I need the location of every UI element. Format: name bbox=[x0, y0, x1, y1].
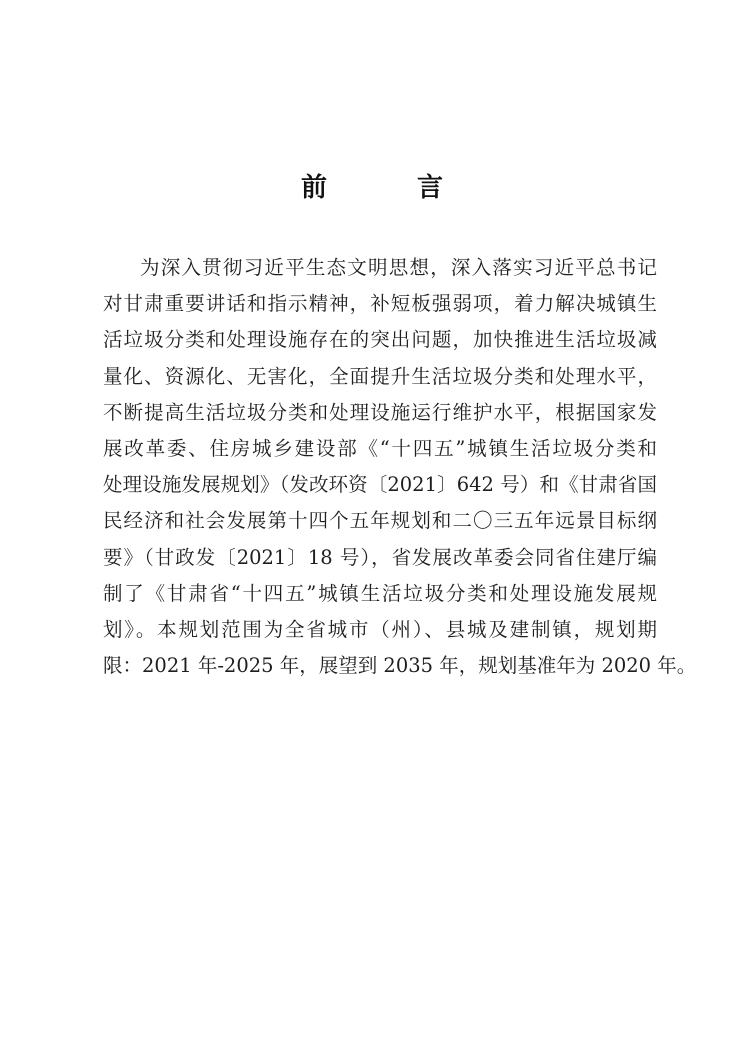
paragraph-line: 活垃圾分类和处理设施存在的突出问题，加快推进生活垃圾减 bbox=[103, 328, 657, 352]
paragraph-line: 为深入贯彻习近平生态文明思想，深入落实习近平总书记 bbox=[140, 256, 657, 279]
preface-paragraph bbox=[103, 252, 697, 686]
paragraph-line: 不断提高生活垃圾分类和处理设施运行维护水平，根据国家发 bbox=[103, 400, 657, 424]
paragraph-line: 对甘肃重要讲话和指示精神，补短板强弱项，着力解决城镇生 bbox=[103, 292, 657, 316]
paragraph-line: 民经济和社会发展第十四个五年规划和二〇三五年远景目标纲 bbox=[103, 509, 657, 533]
paragraph-line: 要》（甘政发〔2021〕18 号），省发展改革委会同省住建厅编 bbox=[103, 545, 657, 569]
paragraph-line: 处理设施发展规划》（发改环资〔2021〕642 号）和《甘肃省国 bbox=[103, 473, 657, 497]
paragraph-line: 制了《甘肃省“十四五”城镇生活垃圾分类和处理设施发展规 bbox=[103, 581, 657, 605]
paragraph-line: 量化、资源化、无害化，全面提升生活垃圾分类和处理水平， bbox=[103, 364, 657, 388]
paragraph-line: 划》。本规划范围为全省城市（州）、县城及建制镇，规划期 bbox=[103, 617, 657, 641]
paragraph-line: 展改革委、住房城乡建设部《“十四五”城镇生活垃圾分类和 bbox=[103, 436, 657, 460]
page-title: 前 言 bbox=[300, 173, 475, 203]
paragraph-line: 限：2021 年-2025 年，展望到 2035 年，规划基准年为 2020 年。 bbox=[103, 654, 697, 678]
